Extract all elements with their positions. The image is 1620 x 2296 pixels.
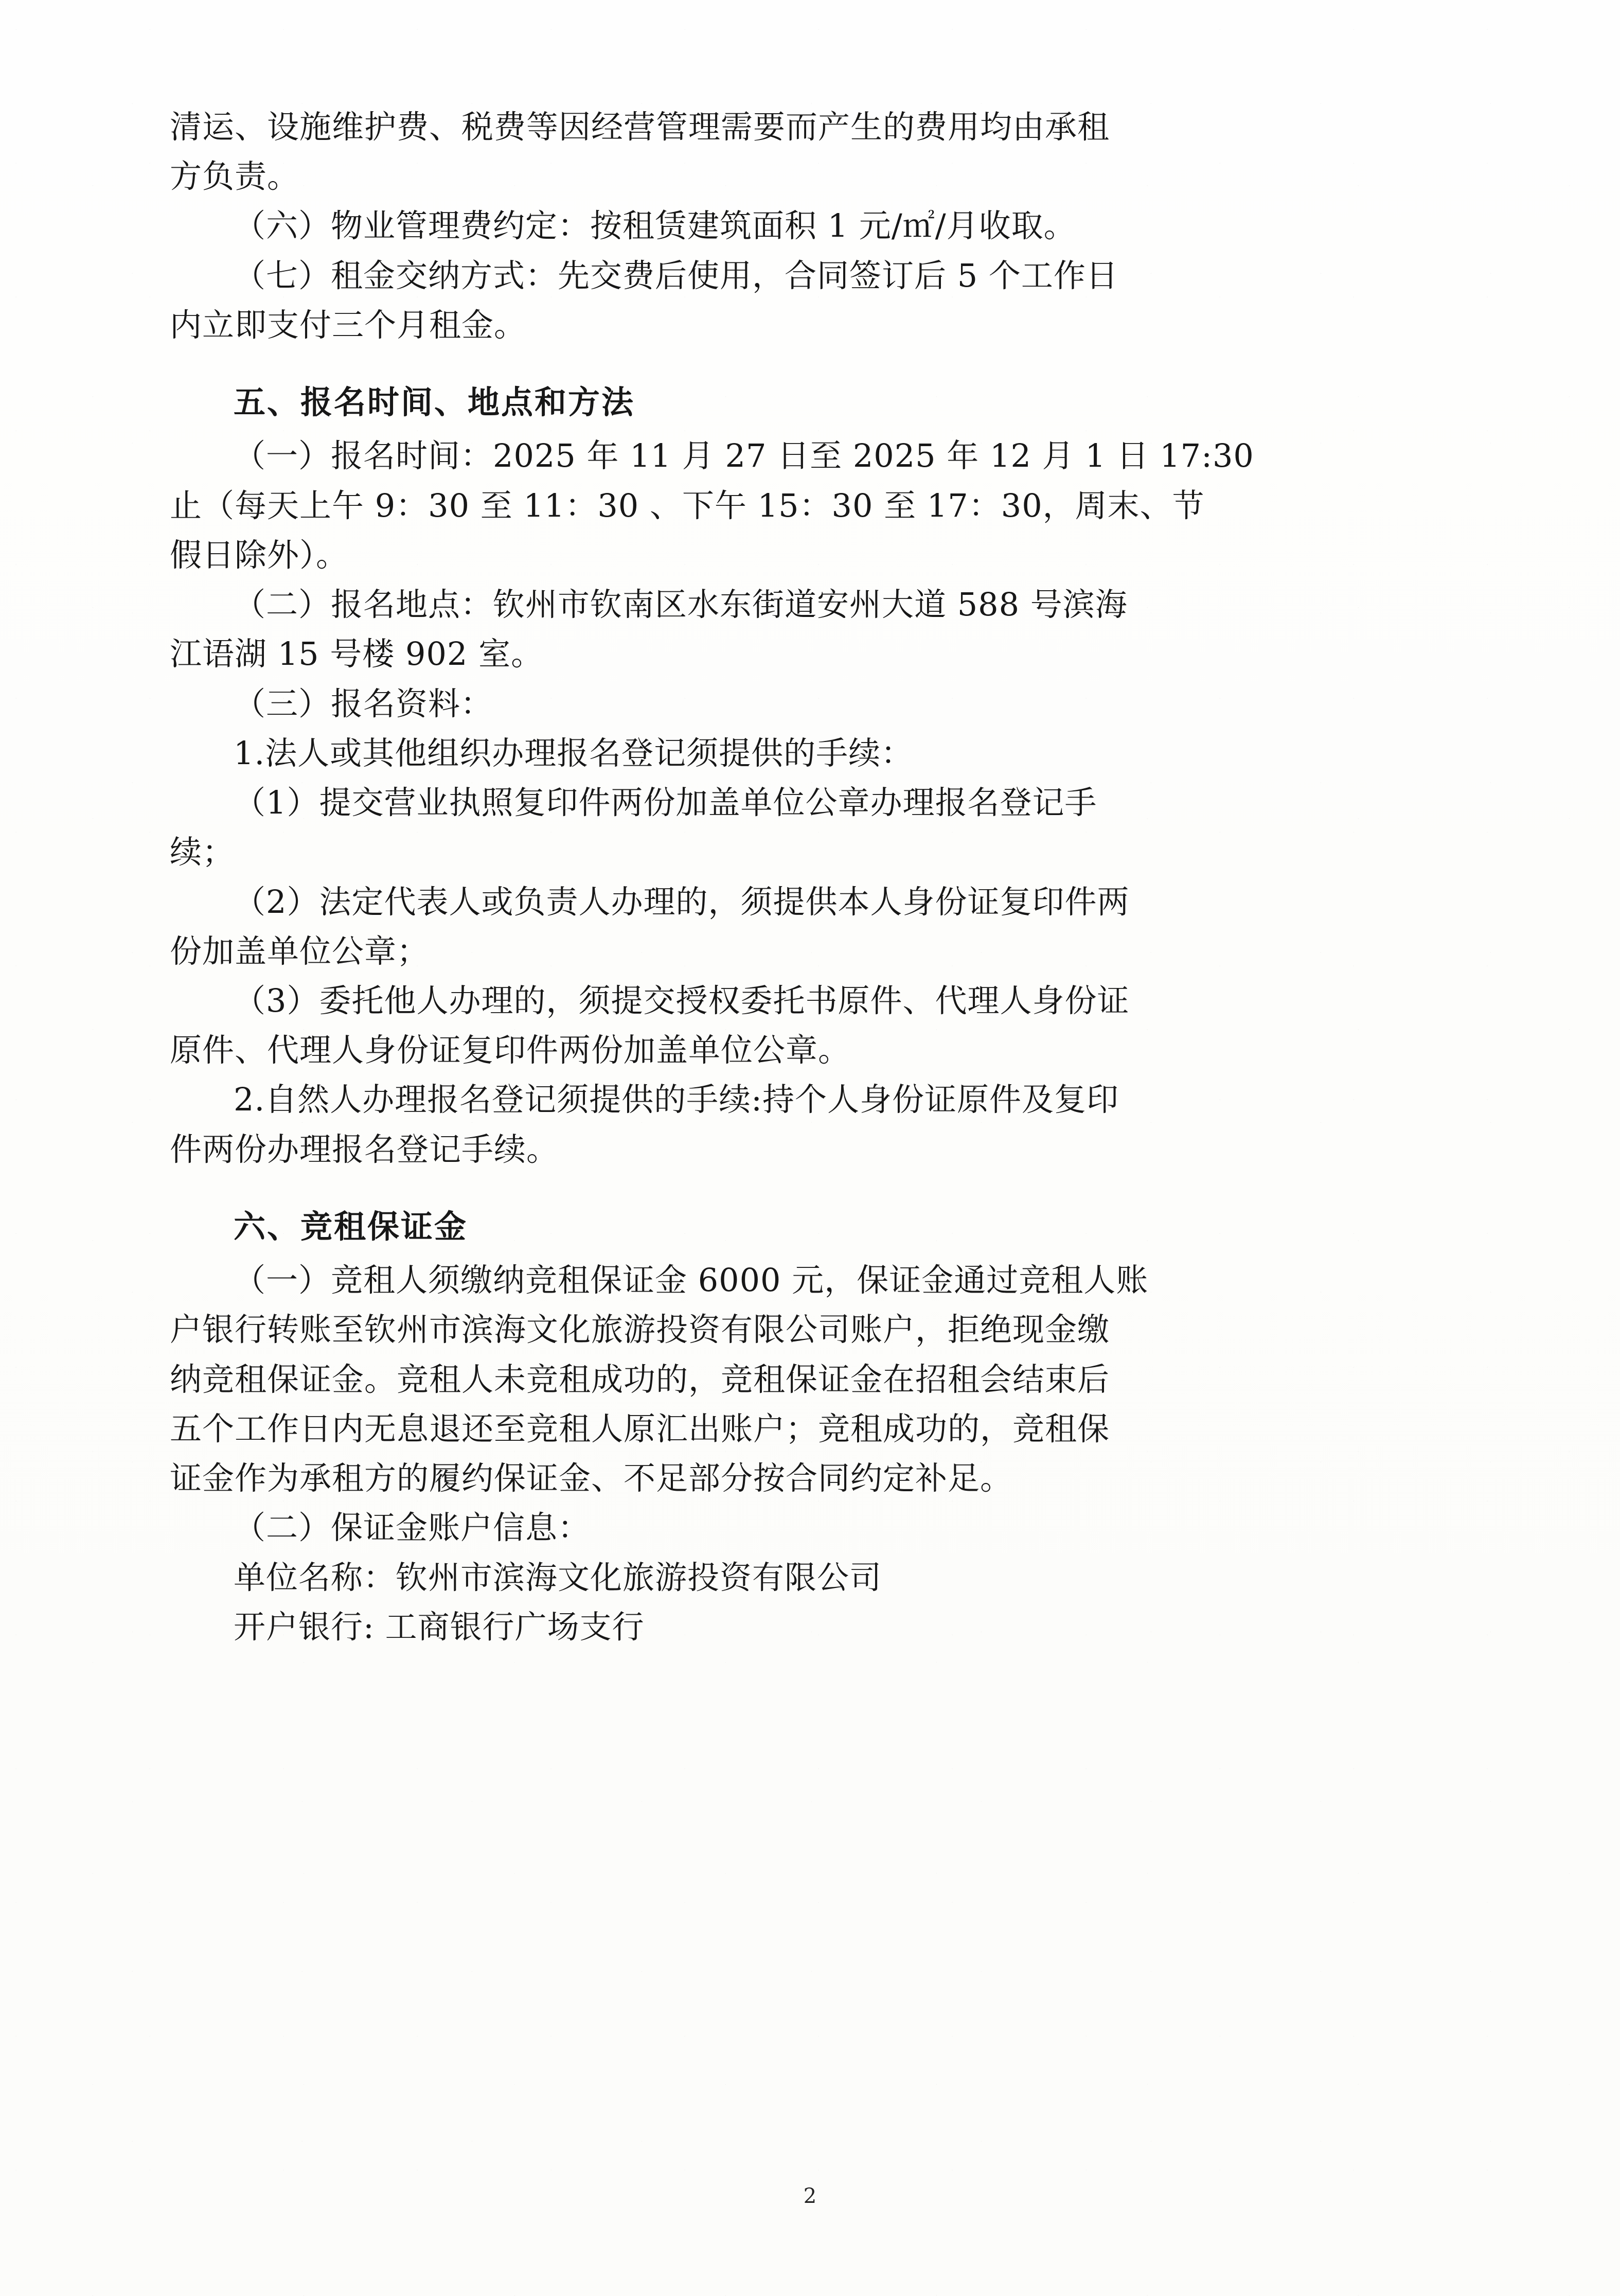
clause-seven-payment-method: （七）租金交纳方式：先交费后使用，合同签订后 5 个工作日	[234, 256, 1118, 294]
paragraph-line: 户银行转账至钦州市滨海文化旅游投资有限公司账户，拒绝现金缴	[170, 1311, 1110, 1349]
clause-six-property-fee: （六）物业管理费约定：按租赁建筑面积 1 元/㎡/月收取。	[234, 207, 1076, 245]
company-name-line: 单位名称：钦州市滨海文化旅游投资有限公司	[234, 1558, 882, 1596]
registration-location: （二）报名地点：钦州市钦南区水东街道安州大道 588 号滨海	[234, 586, 1128, 624]
page-content-area	[170, 103, 1451, 2161]
paragraph-line: 原件、代理人身份证复印件两份加盖单位公章。	[170, 1031, 851, 1069]
paragraph-line: 证金作为承租方的履约保证金、不足部分按合同约定补足。	[170, 1459, 1013, 1497]
section-heading-five: 五、报名时间、地点和方法	[234, 383, 635, 421]
paragraph-line: 五个工作日内无息退还至竞租人原汇出账户；竞租成功的，竞租保	[170, 1409, 1110, 1447]
natural-person-requirements: 2.自然人办理报名登记须提供的手续:持个人身份证原件及复印	[234, 1081, 1119, 1119]
deposit-account-info-title: （二）保证金账户信息：	[234, 1509, 591, 1547]
legal-entity-requirements: 1.法人或其他组织办理报名登记须提供的手续：	[234, 734, 914, 772]
section-heading-six: 六、竞租保证金	[234, 1207, 468, 1245]
requirement-item-3: （3）委托他人办理的，须提交授权委托书原件、代理人身份证	[234, 981, 1130, 1019]
registration-time: （一）报名时间：2025 年 11 月 27 日至 2025 年 12 月 1 日 17:30	[234, 437, 1254, 475]
paragraph-line: 纳竞租保证金。竞租人未竞租成功的，竞租保证金在招租会结束后	[170, 1360, 1110, 1398]
paragraph-line: 方负责。	[170, 157, 300, 196]
registration-materials-title: （三）报名资料：	[234, 684, 493, 722]
paragraph-line: 内立即支付三个月租金。	[170, 306, 527, 344]
paragraph-line: 假日除外）。	[170, 536, 349, 574]
paragraph-line: 份加盖单位公章；	[170, 932, 430, 970]
paragraph-line: 清运、设施维护费、税费等因经营管理需要而产生的费用均由承租	[170, 108, 1110, 146]
page-number: 2	[803, 2184, 817, 2208]
paragraph-line: 续；	[170, 833, 235, 871]
requirement-item-2: （2）法定代表人或负责人办理的，须提供本人身份证复印件两	[234, 882, 1130, 921]
paragraph-line: 江语湖 15 号楼 902 室。	[170, 635, 544, 673]
bank-name-line: 开户银行: 工商银行广场支行	[234, 1608, 645, 1646]
deposit-amount-clause: （一）竞租人须缴纳竞租保证金 6000 元，保证金通过竞租人账	[234, 1261, 1149, 1299]
paragraph-line: 止（每天上午 9：30 至 11：30 、下午 15：30 至 17：30，周末、节	[170, 486, 1205, 524]
document-body	[170, 103, 1451, 1651]
requirement-item-1: （1）提交营业执照复印件两份加盖单位公章办理报名登记手	[234, 784, 1097, 822]
paragraph-line: 件两份办理报名登记手续。	[170, 1130, 559, 1168]
